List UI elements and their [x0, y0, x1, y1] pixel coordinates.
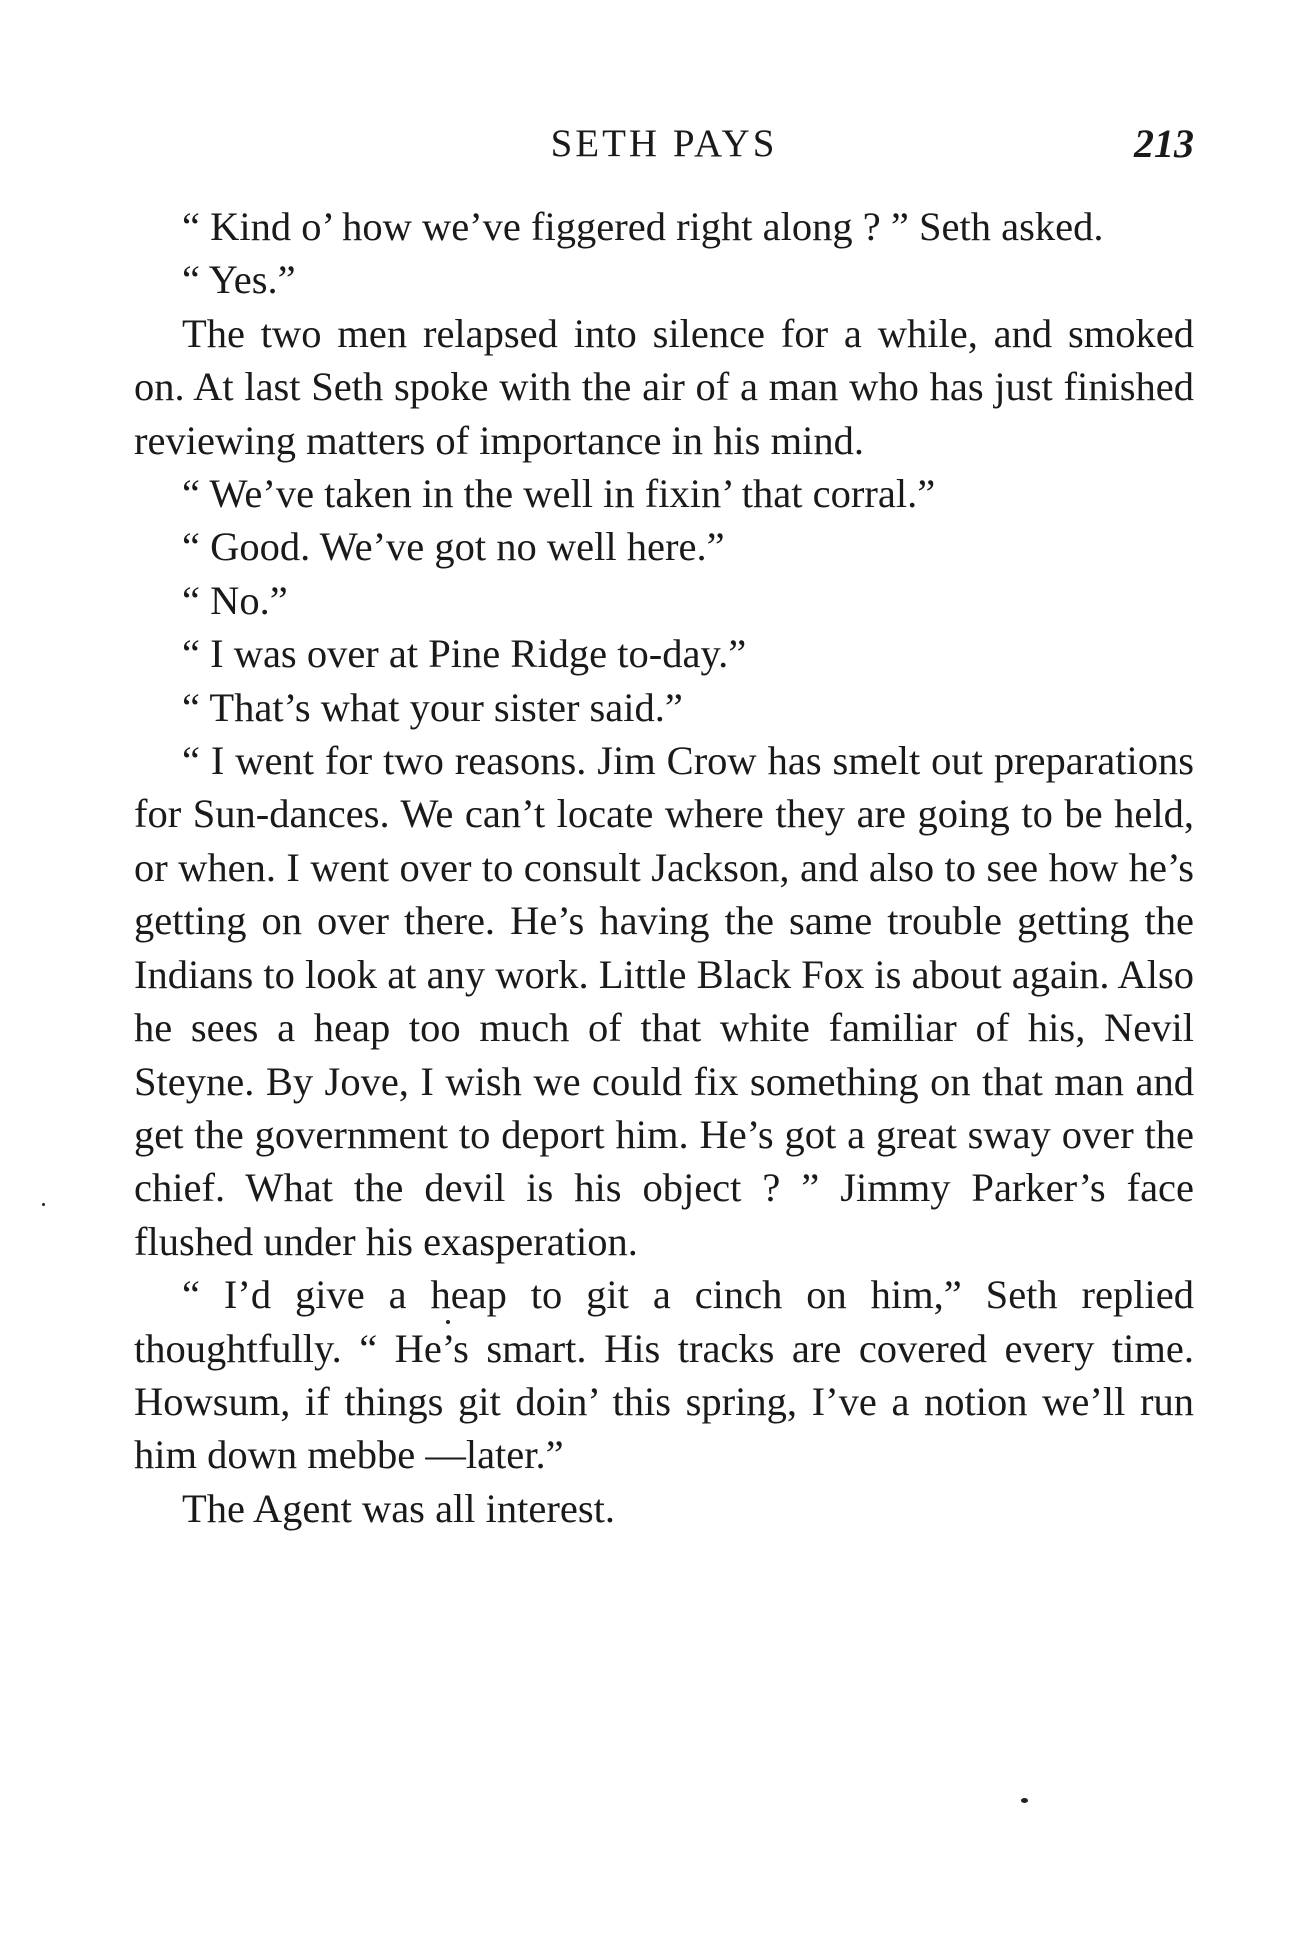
- paragraph: “ That’s what your sister said.”: [182, 684, 683, 730]
- paragraph: “ No.”: [182, 577, 288, 623]
- scan-speck: [42, 1203, 45, 1206]
- page-number: 213: [1134, 121, 1194, 166]
- paragraph: The Agent was all interest.: [182, 1485, 616, 1531]
- paragraph: “ We’ve taken in the well in fixin’ that corral.”: [182, 471, 936, 517]
- paragraph: “ Yes.”: [182, 257, 296, 303]
- paragraph: The two men relapsed into silence for a while, and smoked on. At last Seth spoke with the air of a man who has just finished reviewing matters of importance in his mind.: [134, 310, 1194, 463]
- running-title: SETH PAYS: [550, 122, 778, 165]
- paragraph: “ Kind o’ how we’ve figgered right along ? ” Seth asked.: [182, 204, 1104, 249]
- paragraph: “ I was over at Pine Ridge to-day.”: [182, 631, 747, 677]
- scan-speck: [446, 1320, 450, 1324]
- paragraph: “ I went for two reasons. Jim Crow has smelt out preparations for Sun-dances. We can’t locate where they are going to be held, or when. I went over to consult Jackson, and also to see how he’s getting on over there. He’s having the same trouble getting the Indians to look at any work. Little Black Fox is about again. Also he sees a heap too much of that white familiar of his, Nevil Steyne. By Jove, I wish we could fix something on that man and get the government to deport him. He’s got a great sway over the chief. What the devil is his object ? ” Jimmy Parker’s face flushed under his exasperation.: [134, 738, 1194, 1264]
- paragraph: “ I’d give a heap to git a cinch on him,” Seth replied thoughtfully. “ He’s smart. His tracks are covered every time. Howsum, if things git doin’ this spring, I’ve a notion we’ll run him down mebbe —later.”: [134, 1272, 1194, 1478]
- body-text: [134, 200, 1194, 1535]
- book-page: [134, 0, 1194, 1950]
- paragraph: “ Good. We’ve got no well here.”: [182, 524, 725, 570]
- scan-speck: [1021, 1798, 1028, 1803]
- running-head: [134, 118, 1194, 170]
